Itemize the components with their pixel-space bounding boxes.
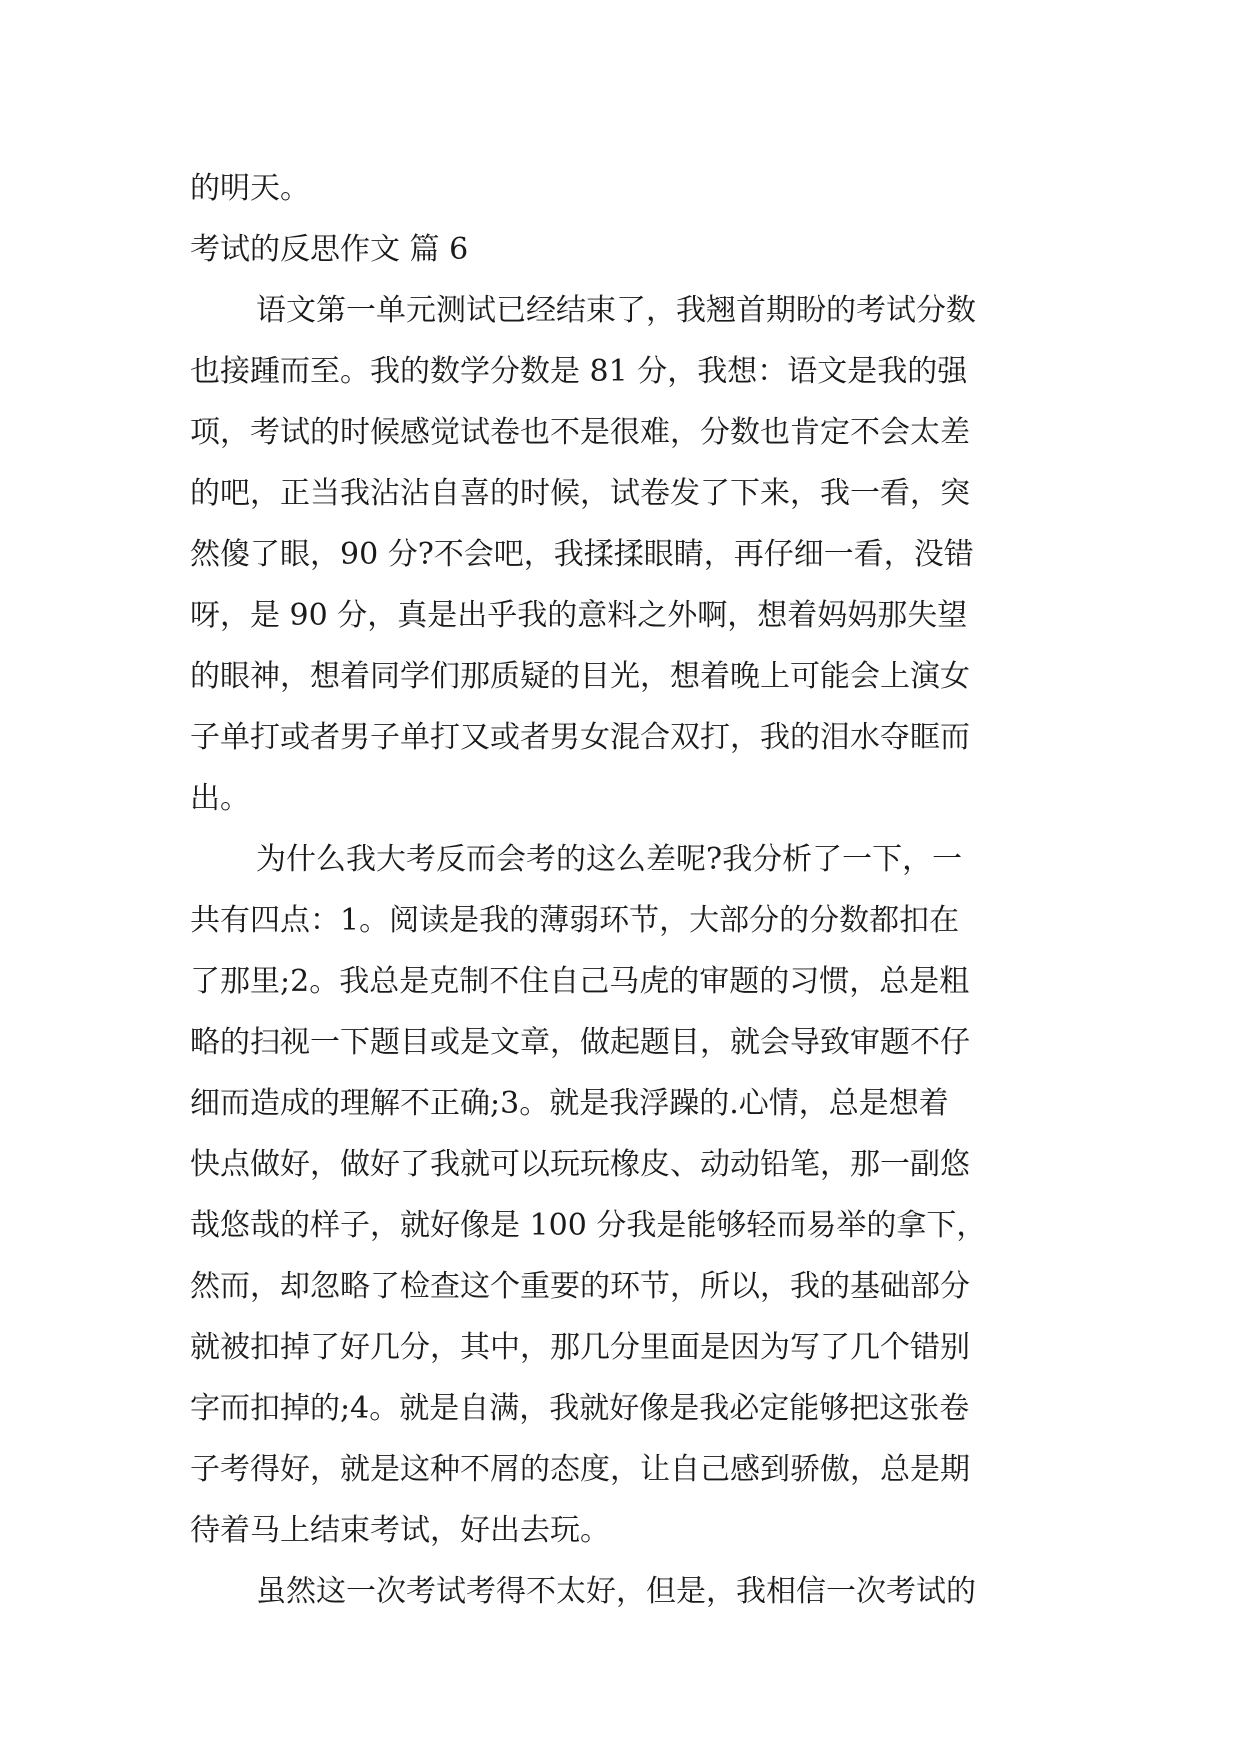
paragraph-first-line: 虽然这一次考试考得不太好，但是，我相信一次考试的 — [256, 1574, 976, 1609]
text-line: 然傻了眼，90 分?不会吧，我揉揉眼睛，再仔细一看，没错 — [190, 537, 974, 572]
text-line: 了那里;2。我总是克制不住自己马虎的审题的习惯，总是粗 — [190, 964, 970, 999]
text-line: 出。 — [190, 781, 250, 816]
text-line: 略的扫视一下题目或是文章，做起题目，就会导致审题不仔 — [190, 1025, 970, 1060]
text-line: 快点做好，做好了我就可以玩玩橡皮、动动铅笔，那一副悠 — [190, 1147, 970, 1182]
paragraph-first-line: 为什么我大考反而会考的这么差呢?我分析了一下，一 — [256, 842, 963, 877]
document-body — [190, 158, 1070, 1622]
text-line: 子单打或者男子单打又或者男女混合双打，我的泪水夺眶而 — [190, 720, 970, 755]
text-line: 待着马上结束考试，好出去玩。 — [190, 1513, 610, 1548]
text-line: 共有四点：1。阅读是我的薄弱环节，大部分的分数都扣在 — [190, 903, 960, 938]
section-heading: 考试的反思作文 篇 6 — [190, 232, 469, 267]
text-line: 项，考试的时候感觉试卷也不是很难，分数也肯定不会太差 — [190, 415, 970, 450]
paragraph-first-line: 语文第一单元测试已经结束了，我翘首期盼的考试分数 — [256, 293, 976, 328]
text-line: 的明天。 — [190, 171, 310, 206]
text-line: 就被扣掉了好几分，其中，那几分里面是因为写了几个错别 — [190, 1330, 970, 1365]
text-line: 子考得好，就是这种不屑的态度，让自己感到骄傲，总是期 — [190, 1452, 970, 1487]
text-line: 字而扣掉的;4。就是自满，我就好像是我必定能够把这张卷 — [190, 1391, 970, 1426]
text-line: 的吧，正当我沾沾自喜的时候，试卷发了下来，我一看，突 — [190, 476, 970, 511]
text-line: 哉悠哉的样子，就好像是 100 分我是能够轻而易举的拿下， — [190, 1208, 987, 1243]
text-line: 的眼神，想着同学们那质疑的目光，想着晚上可能会上演女 — [190, 659, 970, 694]
text-line: 然而，却忽略了检查这个重要的环节，所以，我的基础部分 — [190, 1269, 970, 1304]
text-line: 呀，是 90 分，真是出乎我的意料之外啊，想着妈妈那失望 — [190, 598, 968, 633]
text-line: 也接踵而至。我的数学分数是 81 分，我想：语文是我的强 — [190, 354, 968, 389]
text-line: 细而造成的理解不正确;3。就是我浮躁的.心情，总是想着 — [190, 1086, 949, 1121]
